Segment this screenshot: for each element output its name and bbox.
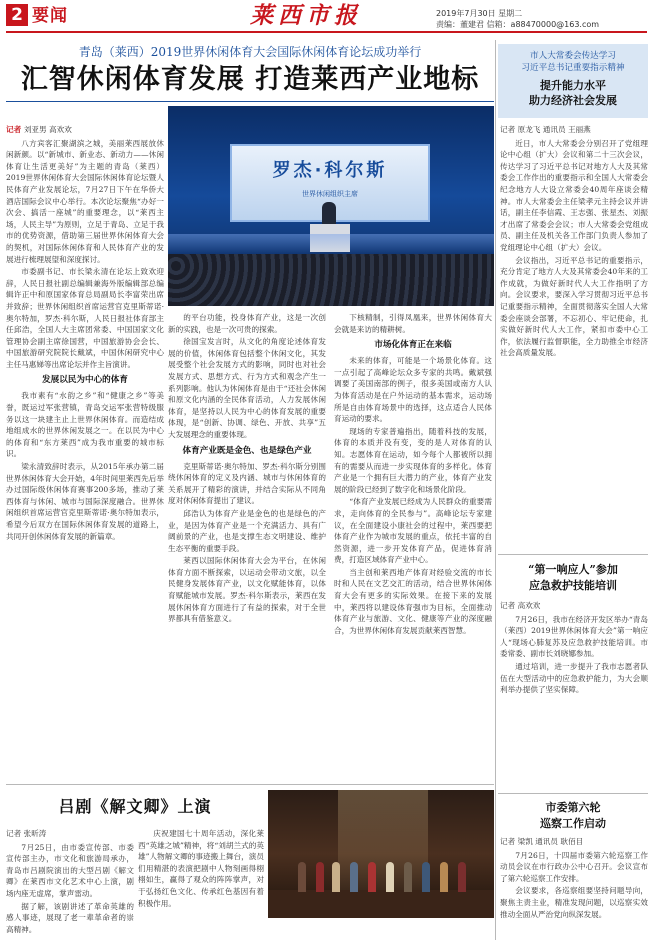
sidebar-headline: “第一响应人”参加 xyxy=(528,563,618,576)
screen-title: 罗杰·科尔斯 xyxy=(272,160,388,181)
lead-column-1 xyxy=(6,124,164,782)
section-title: 要闻 xyxy=(32,6,68,26)
lead-headline: 汇智休闲体育发展 打造莱西产业地标 xyxy=(20,64,480,95)
feature-divider xyxy=(6,784,494,785)
lead-kicker: 青岛（莱西）2019世界休闲体育大会国际休闲体育论坛成功举行 xyxy=(78,45,422,59)
paragraph: 八方宾客汇聚湖滨之城，美丽莱西展放休闲新颜。以“新城市、新业态、新动力——休闲体育让生活更美好”为主题的青岛（莱西）2019世界休闲体育大会国际休闲体育论坛暨人民体育产业发展论坛，7月27日下午在华侨大酒店国际会议中心举行。本次论坛聚焦“办好一次会、搞活一座城”的重要理念，以“莱西主场，人民主导”为原则，立足于青岛、立足于我市的优势资源，借助第三届世界休闲体育大会的契机，对国际休闲体育和人民体育产业的发展进行梳理展望和深度探讨。 xyxy=(6,138,164,264)
screen-subtitle: 世界休闲组织主席 xyxy=(302,190,358,198)
paragraph: 7月26日，我市在经济开发区举办“青岛（莱西）2019世界休闲体育大会”第一响应人“现场心肺复苏及应急救护技能培训。市委常委、副市长刘晓娜参加。 xyxy=(500,614,648,659)
feature-column-2 xyxy=(138,828,264,940)
sidebar-byline: 记者 梁凯 通讯员 耿佰目 xyxy=(500,837,584,846)
play-stage-photo xyxy=(268,790,494,918)
paragraph: 当主创和莱西地产体育对经验交流的市长时和人民在文艺交汇的活动，结合世界休闲体育大会有更多的实际效果。在接下来的发展中，莱西将以建设体育强市为目标，全面推动体育产业与旅游、文化、健康等产业的深度融合，为世界休闲体育发展贡献莱西智慧。 xyxy=(334,567,492,635)
lead-byline: 记者 刘亚男 高欢欢 xyxy=(6,125,72,134)
paragraph: 会议指出，习近平总书记的重要指示，充分肯定了地方人大及其常委会40年来的工作成就，为做好新时代人大工作指明了方向。会议要求，要深入学习贯彻习近平总书记重要指示精神，全面贯彻落实全国人大常委会座谈会部署，不忘初心、牢记使命，扎实做好新时代人大工作，紧扣市委中心工作，依法履行监督职能，全力助推全市经济社会高质量发展。 xyxy=(500,255,648,358)
feature-headline: 吕剧《解文卿》上演 xyxy=(58,797,212,816)
sidebar-kicker: 习近平总书记重要指示精神 xyxy=(521,63,625,73)
page-number: 2 xyxy=(6,4,28,26)
paragraph: 通过培训，进一步提升了我市志愿者队伍在大型活动中的应急救护能力，为大会顺利举办提供了坚实保障。 xyxy=(500,661,648,695)
paragraph: 梁永清致辞时表示，从2015年承办第二届世界休闲体育大会开始，4年时间里莱西先后举办过国际级休闲体育赛事200多场，推动了莱西体育与休闲、城市与国际深度融合。世界休闲组织首席运营官克里斯蒂诺·奥尔特加表示，希望今后双方在国际休闲体育发展的道路上，共同开创休闲体育发展的新篇章。 xyxy=(6,462,164,541)
sidebar-kicker: 市人大常委会传达学习 xyxy=(530,51,616,61)
newspaper-logo: 莱西市报 xyxy=(250,2,362,29)
subhead: 体育产业既是金色、也是绿色产业 xyxy=(182,445,312,456)
sidebar-headline: 提升能力水平 xyxy=(540,79,606,92)
paragraph: 现场的专家普遍指出，随着科技的发展，体育的本质并没有变，变的是人对体育的认知。志愿体育在运动，如今每个人都被所以拥有的需要从而进一步实现体育的多样化。体育产业是一个拥有巨大潜力的产业，体育产业发展的阶段已经到了数字化和场景化阶段。 xyxy=(334,426,492,494)
subhead: 市场化体育正在来临 xyxy=(374,340,452,351)
sidebar-byline: 记者 原龙飞 通讯员 王丽燕 xyxy=(500,125,591,134)
paragraph: 的平台功能，投身体育产业，这是一次创新的实践，也是一次可贵的探索。 xyxy=(168,313,326,334)
paragraph: 据了解，该剧讲述了革命英雄的感人事迹，展现了老一辈革命者的崇高精神。 xyxy=(6,901,134,934)
editor-info: 责编：董建君 信箱：a88470000@163.com xyxy=(436,20,600,29)
paragraph: 我市素有“水韵之乡”和“健康之乡”等美誉，既运过军张营镇，青岛交运军张营特级服务以这一块建主止上世界休闲体育。而造结成地组成水的世界休闲发展之一。在以民为中心的体育和“东方莱西”成为我市重要的城市标识。 xyxy=(6,391,164,459)
paragraph: 莱西以国际休闲体育大会为平台，在休闲体育方面不断探索，以运动会带动文旅，以全民健身发展体育产业，以文化赋能体育，以体育赋能城市发展。罗杰·科尔斯表示，莱西在发展休闲体育方面进行了有益的探索，对于全世界都具有借鉴意义。 xyxy=(168,556,326,624)
sidebar-headline: 巡察工作启动 xyxy=(540,817,606,830)
paragraph: 市委副书记、市长梁永清在论坛上致欢迎辞，人民日报社副总编辑兼海外版编辑部总编辑许正中和原国家体育总局副局长李富荣出席并致辞；世界休闲组织首席运营官克里斯蒂诺·奥尔特加，罗杰·科尔斯，人民日报社体育部主任邱浩，全国人大主席团常委、中国国家文化管理协会副主席徐国营，中国旅游协会会长、中国旅游研究院院长戴斌，中国休闲研究中心主任马惠娣等出席论坛并作主旨演讲。 xyxy=(6,267,164,369)
paragraph: “体育产业发展已经成为人民群众的重要需求，走向体育的全民参与”。高峰论坛专家建议，在全面建设小康社会的过程中，莱西要把体育产业作为城市发展的重点，依托丰富的自然资源，进一步开发体育产品，促进体育消费，打造区域体育产业中心。 xyxy=(334,497,492,565)
forum-stage-photo xyxy=(168,106,494,306)
subhead: 发展以民为中心的体育 xyxy=(42,375,128,386)
paragraph: 邱浩认为体育产业是金色的也是绿色的产业，是因为体育产业是一个充满活力、具有广阔前景的产业，也是支撑生态文明建设、维护生态平衡的重要手段。 xyxy=(168,508,326,553)
sidebar-divider xyxy=(498,793,648,794)
lead-column-3 xyxy=(334,312,492,782)
paragraph: 庆祝建国七十周年活动，深化莱西“英雄之城”精神，将“刘胡兰式的英雄”人物解文卿的事迹搬上舞台，演员们用精湛的表演把剧中人物刻画得栩栩如生，赢得了观众的阵阵掌声，对于弘扬红色文化、传承红色基因有着积极作用。 xyxy=(138,829,264,908)
audience xyxy=(168,254,494,306)
sidebar-byline: 记者 高欢欢 xyxy=(500,601,541,610)
dateline xyxy=(436,8,599,30)
sidebar-article-2 xyxy=(500,600,648,790)
feature-byline: 记者 张昕涛 xyxy=(6,829,47,838)
paragraph: 7月25日，由市委宣传部、市委宣传部主办，市文化和旅游局承办，青岛市吕剧院演出的大型吕剧《解文卿》在莱西市文化艺术中心上演，剧场内座无虚席，掌声雷动。 xyxy=(6,842,134,898)
paragraph: 未来的体育，可能是一个场景化体育。这一点引起了高峰论坛众多专家的共鸣。戴斌强调要了美国南部的例子，很多美国或南方人认为体育活动是在户外运动的基本需求，运动场所是自由体育场景中的选择，这点适合人民体育运动的要求。 xyxy=(334,356,492,424)
paragraph: 7月26日，十四届市委第六轮巡察工作动员会议在市行政办公中心召开。会议宣布了第六轮巡察工作安排。 xyxy=(500,850,648,883)
paragraph: 下核精制，引得凤凰来，世界休闲体育大会就是来访的精耕树。 xyxy=(334,313,492,334)
feature-column-1 xyxy=(6,828,134,940)
sidebar-article-1 xyxy=(500,124,648,554)
sidebar-divider xyxy=(498,554,648,555)
sidebar-article-3 xyxy=(500,836,648,940)
paragraph: 会议要求，各巡察组要坚持问题导向，聚焦主责主业，精准发现问题，以巡察实效推动全面从严治党向纵深发展。 xyxy=(500,886,648,919)
masthead-rule xyxy=(6,31,647,33)
sidebar-headline: 助力经济社会发展 xyxy=(529,94,617,107)
lead-column-2 xyxy=(168,312,326,782)
paragraph: 徐国宝发言时，从文化的角度论述体育发展的价值，休闲体育包括整个休闲文化，其发展受整个社会发展方式的影响，同时也对社会发展方式、思想方式、行为方式和观念产生一系列影响。他认为休闲体育是由于“还社会休闲和原文化内涵的全民体育活动，人力发展休闲体育，是坚持以人民为中心的体育发展的重要体现，是“创新、协调、绿色、开放、共享”五大发展理念的重要体现。 xyxy=(168,337,326,439)
paragraph: 克里斯蒂诺·奥尔特加、罗杰·科尔斯分别围绕休闲体育的定义及内涵、城市与休闲体育的关系展开了精彩的演讲，并结合实际从不同角度对休闲体育提出了建议。 xyxy=(168,461,326,506)
speaker-figure xyxy=(322,202,336,226)
sidebar-headline: 应急救护技能培训 xyxy=(529,579,617,592)
sidebar-headline: 市委第六轮 xyxy=(545,801,601,814)
headline-rule xyxy=(6,101,494,102)
paragraph: 近日，市人大常委会分别召开了党组理论中心组（扩大）会议和第二十三次会议，传达学习了习近平总书记对地方人大及其常委会工作作出的重要指示和全国人大常委会纪念地方人大设立常委会40周年座谈会精神。市人大常委会主任梁孝元主持会议并讲话，副主任李信霞、王志强、张星杰、刘振才出席了常委会会议；市人大常委会党组成员、副主任及机关各工作部门负责人参加了党组理论中心组（扩大）会议。 xyxy=(500,138,648,252)
column-divider xyxy=(495,40,496,940)
issue-date: 2019年7月30日 星期二 xyxy=(436,9,523,18)
